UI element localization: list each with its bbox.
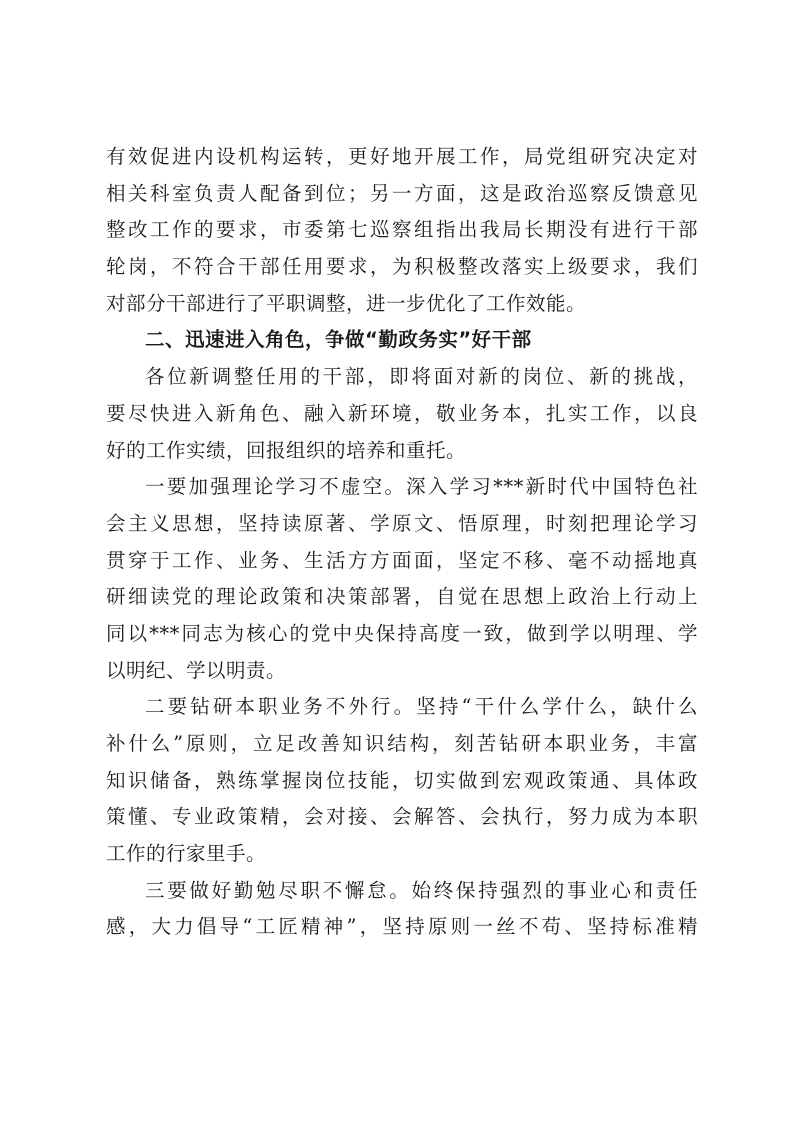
paragraph-last-line: 以明纪、学以明责。	[106, 658, 287, 682]
text-line: 补什么”原则，立足改善知识结构，刻苦钻研本职业务，丰富	[106, 732, 698, 755]
text-line: 相关科室负责人配备到位；另一方面，这是政治巡察反馈意见	[106, 181, 698, 205]
text-line: 轮岗，不符合干部任用要求，为积极整改落实上级要求，我们	[106, 255, 698, 279]
text-line: 同以***同志为核心的党中央保持高度一致，做到学以明理、学	[106, 621, 698, 645]
paragraph-first-line: 二要钻研本职业务不外行。坚持“干什么学什么，缺什么	[145, 695, 698, 719]
paragraph-last-line: 好的工作实绩，回报组织的培养和重托。	[106, 438, 467, 462]
text-line: 有效促进内设机构运转，更好地开展工作，局党组研究决定对	[106, 145, 698, 168]
text-line: 要尽快进入新角色、融入新环境，敬业务本，扎实工作，以良	[106, 401, 698, 425]
text-line: 知识储备，熟练掌握岗位技能，切实做到宏观政策通、具体政	[106, 768, 698, 792]
text-line: 整改工作的要求，市委第七巡察组指出我局长期没有进行干部	[106, 218, 698, 242]
text-line: 会主义思想，坚持读原著、学原文、悟原理，时刻把理论学习	[106, 511, 698, 535]
text-line: 策懂、专业政策精，会对接、会解答、会执行，努力成为本职	[106, 805, 698, 829]
paragraph-first-line: 一要加强理论学习不虚空。深入学习***新时代中国特色社	[145, 475, 698, 499]
paragraph-last-line: 工作的行家里手。	[106, 842, 267, 866]
section-heading: 二、迅速进入角色，争做“勤政务实”好干部	[145, 328, 532, 352]
paragraph-first-line: 各位新调整任用的干部，即将面对新的岗位、新的挑战，	[145, 365, 698, 389]
text-line: 研细读党的理论政策和决策部署，自觉在思想上政治上行动上	[106, 585, 698, 609]
document-body	[106, 139, 698, 946]
text-line: 感，大力倡导“工匠精神”，坚持原则一丝不苟、坚持标准精	[106, 915, 698, 939]
paragraph-first-line: 三要做好勤勉尽职不懈怠。始终保持强烈的事业心和责任	[145, 878, 698, 902]
text-line: 贯穿于工作、业务、生活方方面面，坚定不移、毫不动摇地真	[106, 548, 698, 572]
paragraph-last-line: 对部分干部进行了平职调整，进一步优化了工作效能。	[106, 291, 587, 315]
